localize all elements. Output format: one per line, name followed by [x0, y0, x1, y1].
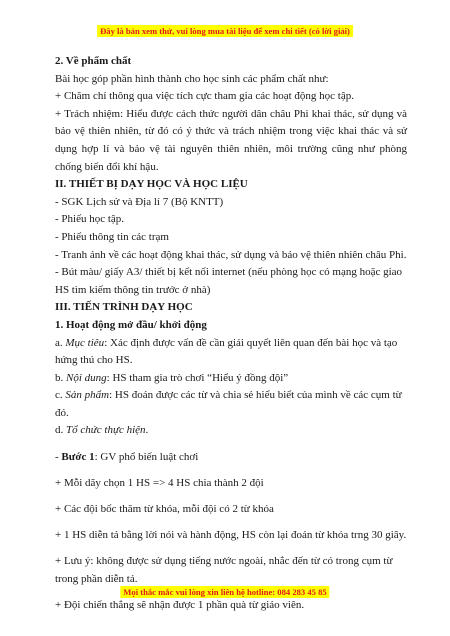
- list-item: - SGK Lịch sử và Địa lí 7 (Bộ KNTT): [55, 195, 224, 208]
- rule-item: + Các đội bốc thăm từ khóa, mỗi đội có 2 từ khóa: [55, 502, 274, 515]
- item-text: .: [145, 424, 149, 437]
- item-text: : Xác định được vấn đề cần giải quyết liên quan đến bài học và tạo hứng thú cho HS.: [55, 336, 398, 367]
- item-term: Sản phẩm: [65, 389, 110, 402]
- paragraph: + Trách nhiệm: Hiểu được cách thức người dân châu Phi khai thác, sử dụng và bảo vệ thiên nhiên, từ đó có ý thức và trách nhiệm trong việc khai thác và sử dụng hợp lí và bảo vệ tài nguyên thiên nhiên, môi trường cũng như phòng chống biến đổi khí hậu.: [55, 107, 407, 173]
- rule-item: + Đội chiến thắng sẽ nhận được 1 phần quà từ giáo viên.: [55, 598, 305, 611]
- item-term: Tổ chức thực hiện: [66, 424, 146, 437]
- item-term: Mục tiêu: [65, 336, 105, 349]
- section-heading: II. THIẾT BỊ DẠY HỌC VÀ HỌC LIỆU: [55, 178, 248, 191]
- paragraph-objective: [55, 335, 407, 370]
- step-text: : GV phổ biến luật chơi: [94, 450, 199, 463]
- list-item: - Phiếu thông tin các trạm: [55, 230, 169, 243]
- paragraph-organization: [55, 422, 407, 440]
- paragraph: Bài học góp phần hình thành cho học sinh các phẩm chất như:: [55, 72, 329, 85]
- item-label: d.: [55, 424, 66, 437]
- paragraph-content: [55, 370, 407, 388]
- step-label: Bước 1: [61, 450, 95, 463]
- preview-banner: Đây là bản xem thử, vui lòng mua tài liệu để xem chi tiết (có lời giải): [97, 25, 353, 37]
- list-item: - Tranh ảnh về các hoạt động khai thác, sử dụng và bảo vệ thiên nhiên châu Phi.: [55, 248, 407, 261]
- rule-item: + Mỗi dãy chọn 1 HS => 4 HS chia thành 2 đội: [55, 476, 264, 489]
- item-label: b.: [55, 371, 66, 384]
- section-heading: III. TIẾN TRÌNH DẠY HỌC: [55, 301, 193, 314]
- item-text: : HS tham gia trò chơi “Hiểu ý đồng đội”: [106, 371, 289, 384]
- rule-item: + 1 HS diễn tả bằng lời nói và hành động, HS còn lại đoán từ khóa trng 30 giây.: [55, 528, 407, 541]
- item-text: : HS đoán được các từ và chia sẻ hiểu biết của mình về các cụm từ đó.: [55, 389, 402, 419]
- list-item: - Bút màu/ giấy A3/ thiết bị kết nối internet (nếu phòng học có mạng hoặc giao HS tìm kiếm thông tin trước ở nhà): [55, 266, 403, 296]
- list-item: - Phiếu học tập.: [55, 213, 125, 226]
- paragraph-product: [55, 387, 407, 422]
- step-dash: -: [55, 450, 62, 463]
- item-term: Nội dung: [66, 371, 107, 384]
- subsection-heading: 1. Hoạt động mở đầu/ khởi động: [55, 318, 207, 331]
- section-heading: 2. Về phẩm chất: [55, 55, 132, 67]
- item-label: c.: [55, 389, 66, 402]
- document-body: [55, 53, 407, 614]
- item-label: a.: [55, 336, 66, 349]
- step-line: [55, 449, 407, 467]
- paragraph: + Chăm chỉ thông qua việc tích cực tham gia các hoạt động học tập.: [55, 90, 354, 103]
- hotline-banner: Mọi thắc mắc vui lòng xin liên hệ hotline: 084 283 45 85: [120, 586, 329, 598]
- rule-item: + Lưu ý: không được sử dụng tiếng nước ngoài, nhắc đến từ có trong cụm từ trong phần diễn tả.: [55, 554, 393, 585]
